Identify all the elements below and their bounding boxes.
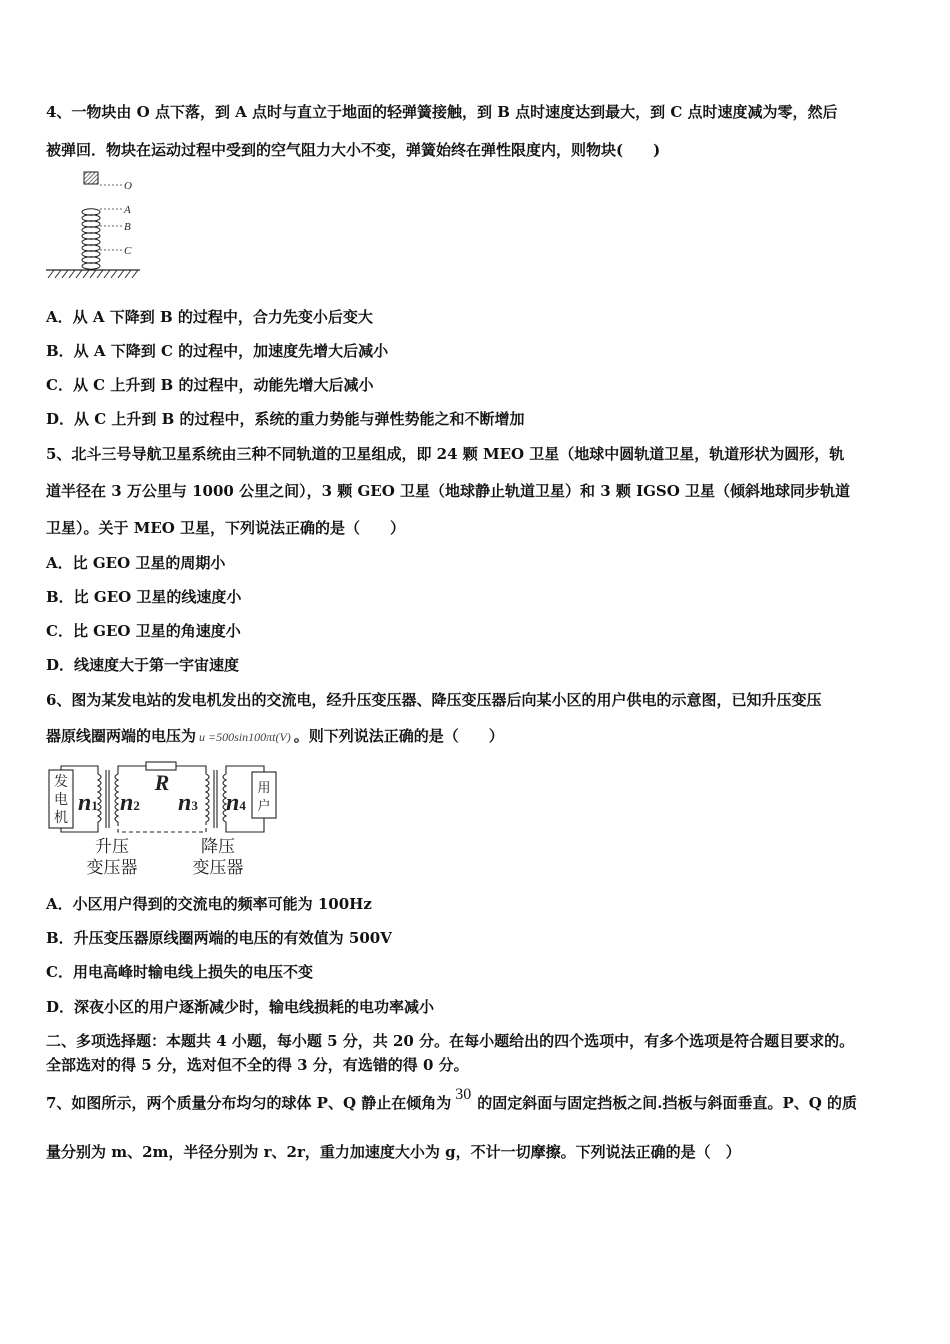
q5-stem-line-3: 卫星）。关于 MEO 卫星，下列说法正确的是（ ） (46, 519, 406, 537)
q5-stem-line-1: 5、北斗三号导航卫星系统由三种不同轨道的卫星组成，即 24 颗 MEO 卫星（地球中圆轨道卫星，轨道形状为圆形，轨 (46, 445, 845, 463)
n3-main: n (178, 790, 192, 816)
label-o: O (124, 180, 132, 192)
n1-main: n (78, 790, 92, 816)
q4-option-a: A．从 A 下降到 B 的过程中，合力先变小后变大 (46, 308, 373, 326)
spring-diagram (44, 168, 144, 284)
q5-option-b: B．比 GEO 卫星的线速度小 (46, 588, 242, 606)
n4-main: n (226, 790, 240, 816)
label-a: A (124, 204, 131, 216)
n1-sub: 1 (91, 798, 98, 813)
n2-sub: 2 (133, 798, 140, 813)
q7-stem-line-1-suffix: 的固定斜面与固定挡板之间.挡板与斜面垂直。P、Q 的质 (477, 1094, 858, 1112)
section-2-heading-line-2: 全部选对的得 5 分，选对但不全的得 3 分，有选错的得 0 分。 (46, 1056, 469, 1074)
transformer-circuit-diagram (46, 760, 286, 878)
q4-option-b: B．从 A 下降到 C 的过程中，加速度先增大后减小 (46, 342, 389, 360)
n4-sub: 4 (239, 798, 246, 813)
n2-label (120, 790, 140, 816)
q7-angle: 30 (455, 1086, 472, 1103)
q4-stem-line-2: 被弹回．物块在运动过程中受到的空气阻力大小不变，弹簧始终在弹性限度内，则物块( ) (46, 141, 661, 159)
q4-option-c: C．从 C 上升到 B 的过程中，动能先增大后减小 (46, 376, 374, 394)
q6-stem-line-2 (46, 726, 504, 747)
step-up-caption-2: 变压器 (86, 858, 138, 878)
step-down-caption-2: 变压器 (192, 858, 244, 878)
q7-stem-line-2: 量分别为 m、2m，半径分别为 r、2r，重力加速度大小为 g，不计一切摩擦。下列说法正确的是（ ） (46, 1143, 741, 1161)
n1-label (78, 790, 98, 816)
q7-stem-line-1-prefix: 7、如图所示，两个质量分布均匀的球体 P、Q 静止在倾角为 (46, 1094, 452, 1112)
q6-stem-line-1: 6、图为某发电站的发电机发出的交流电，经升压变压器、降压变压器后向某小区的用户供电的示意图，已知升压变压 (46, 691, 822, 709)
label-b: B (124, 221, 131, 233)
q6-option-b: B．升压变压器原线圈两端的电压的有效值为 500V (46, 929, 392, 947)
n3-sub: 3 (191, 798, 198, 813)
generator-char-2: 电 (54, 792, 68, 808)
generator-char-1: 发 (54, 774, 68, 790)
q4-option-d: D．从 C 上升到 B 的过程中，系统的重力势能与弹性势能之和不断增加 (46, 410, 525, 428)
q6-voltage-formula: u =500sin100πt(V) (199, 730, 291, 744)
spring (82, 209, 100, 269)
n4-label (226, 790, 246, 816)
q5-option-a: A．比 GEO 卫星的周期小 (46, 554, 226, 572)
generator-char-3: 机 (54, 810, 68, 826)
q6-option-a: A．小区用户得到的交流电的频率可能为 100Hz (46, 895, 372, 913)
q7-stem-line-1 (46, 1086, 858, 1114)
label-c: C (124, 245, 132, 257)
q6-stem-line-2-prefix: 器原线圈两端的电压为 (46, 727, 197, 745)
n3-label (178, 790, 198, 816)
resistor (146, 762, 176, 770)
q5-option-c: C．比 GEO 卫星的角速度小 (46, 622, 241, 640)
q4-stem-line-1: 4、一物块由 O 点下落，到 A 点时与直立于地面的轻弹簧接触，到 B 点时速度达到最大，到 C 点时速度减为零，然后 (46, 103, 838, 121)
step-down-caption-1: 降压 (201, 837, 235, 857)
block (84, 172, 98, 184)
q5-option-d: D．线速度大于第一宇宙速度 (46, 656, 240, 674)
q6-option-d: D．深夜小区的用户逐渐减少时，输电线损耗的电功率减小 (46, 998, 435, 1016)
step-up-caption-1: 升压 (95, 837, 129, 857)
section-2-heading-line-1: 二、多项选择题：本题共 4 小题，每小题 5 分，共 20 分。在每小题给出的四个选项中，有多个选项是符合题目要求的。 (46, 1032, 855, 1050)
user-char-1: 用 (257, 781, 271, 796)
q5-stem-line-2: 道半径在 3 万公里与 1000 公里之间），3 颗 GEO 卫星（地球静止轨道卫星）和 3 颗 IGSO 卫星（倾斜地球同步轨道 (46, 482, 851, 500)
q6-option-c: C．用电高峰时输电线上损失的电压不变 (46, 963, 313, 981)
q6-stem-line-2-suffix: 。则下列说法正确的是（ ） (293, 727, 504, 745)
user-char-2: 户 (257, 799, 271, 814)
n2-main: n (120, 790, 134, 816)
resistor-label: R (154, 770, 170, 795)
